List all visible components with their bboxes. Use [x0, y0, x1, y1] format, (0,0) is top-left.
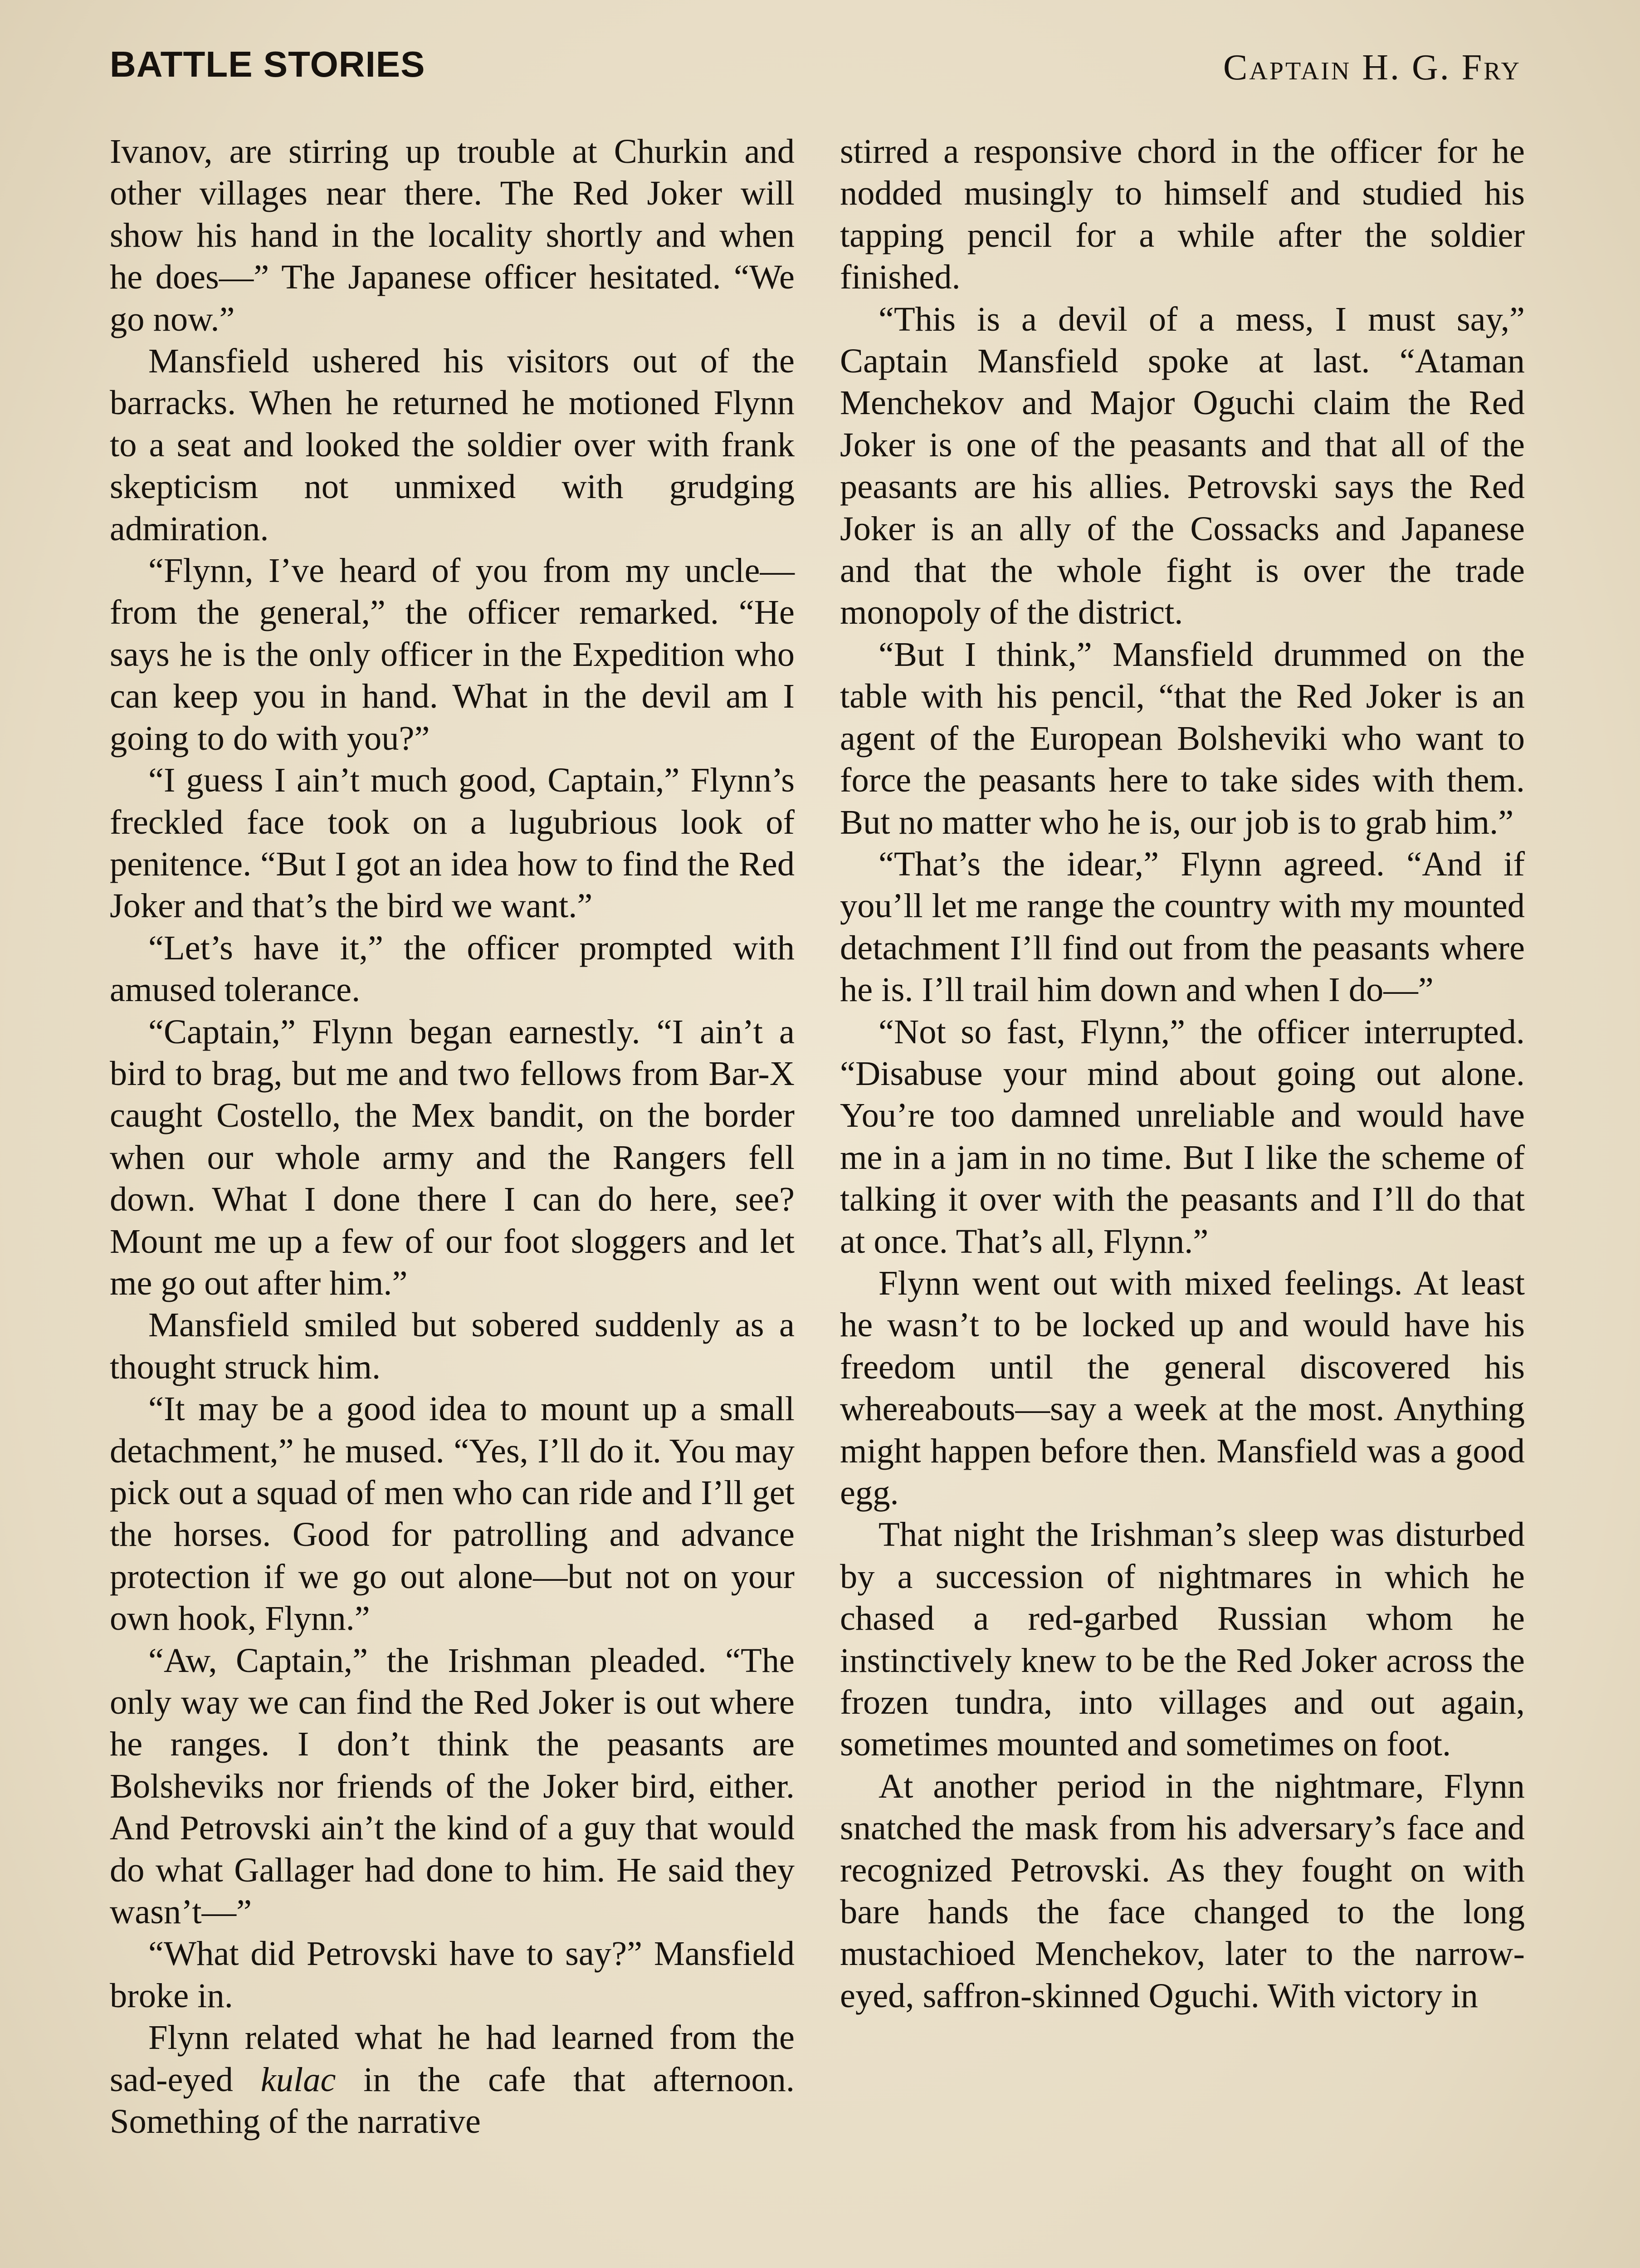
paragraph: “What did Petrovski have to say?” Mansfield broke in.	[110, 1934, 795, 2015]
paragraph: “Aw, Captain,” the Irishman pleaded. “The only way we can find the Red Joker is out where he ranges. I don’t think the peasants are Bolsheviks nor friends of the Joker bird, either. And Petrovski ain’t the kind of a guy that would do what Gallager had done to him. He said they wasn’t—”	[110, 1641, 795, 1931]
paragraph: Flynn went out with mixed feelings. At least he wasn’t to be locked up and would have his freedom until the general discovered his whereabouts—say a week at the most. Anything might happen before then. Mansfield was a good egg.	[840, 1263, 1525, 1512]
paragraph: Mansfield smiled but sobered suddenly as a thought struck him.	[110, 1305, 795, 1386]
paragraph: Flynn related what he had learned from the sad-eyed kulac in the cafe that afternoon. Something of the narrative	[110, 2018, 795, 2141]
paragraph: stirred a responsive chord in the officer for he nodded musingly to himself and studied his tapping pencil for a while after the soldier finished.	[840, 132, 1525, 297]
paragraph: Ivanov, are stirring up trouble at Churkin and other villages near there. The Red Joker will show his hand in the locality shortly and when he does—” The Japanese officer hesitated. “We go now.”	[110, 132, 795, 338]
paragraph: “But I think,” Mansfield drummed on the table with his pencil, “that the Red Joker is an agent of the European Bolsheviki who want to force the peasants here to take sides with them. But no matter who he is, our job is to grab him.”	[840, 635, 1525, 841]
paragraph: “Not so fast, Flynn,” the officer interrupted. “Disabuse your mind about going out alone. You’re too damned unreliable and would have me in a jam in no time. But I like the scheme of talking it over with the peasants and I’ll do that at once. That’s all, Flynn.”	[840, 1012, 1525, 1261]
paragraph: At another period in the nightmare, Flynn snatched the mask from his adversary’s face and recognized Petrovski. As they fought on with bare hands the face changed to the long mustachioed Menchekov, later to the narrow-eyed, saffron-skinned Oguchi. With victory in	[840, 1766, 1525, 2015]
paragraph: “Captain,” Flynn began earnestly. “I ain’t a bird to brag, but me and two fellows from Bar-X caught Costello, the Mex bandit, on the border when our whole army and the Rangers fell down. What I done there I can do here, see? Mount me up a few of our foot sloggers and let me go out after him.”	[110, 1012, 795, 1302]
paragraph: That night the Irishman’s sleep was disturbed by a succession of nightmares in which he chased a red-garbed Russian whom he instinctively knew to be the Red Joker across the frozen tundra, into villages and out again, sometimes mounted and sometimes on foot.	[840, 1515, 1525, 1764]
paragraph: Mansfield ushered his visitors out of the barracks. When he returned he motioned Flynn to a seat and looked the soldier over with frank skepticism not unmixed with grudging admiration.	[110, 342, 795, 548]
paragraph: “It may be a good idea to mount up a small detachment,” he mused. “Yes, I’ll do it. You may pick out a squad of men who can ride and I’ll get the horses. Good for patrolling and advance protection if we go out alone—but not on your own hook, Flynn.”	[110, 1389, 795, 1638]
running-head-title: BATTLE STORIES	[110, 44, 425, 84]
paragraph: “This is a devil of a mess, I must say,” Captain Mansfield spoke at last. “Ataman Menchekov and Major Oguchi claim the Red Joker is one of the peasants and that all of the peasants are his allies. Petrovski says the Red Joker is an ally of the Cossacks and Japanese and that the whole fight is over the trade monopoly of the district.	[840, 299, 1525, 632]
running-head-author: Captain H. G. Fry	[1223, 48, 1521, 88]
paragraph: “Let’s have it,” the officer prompted with amused tolerance.	[110, 928, 795, 1009]
paragraph: “That’s the idear,” Flynn agreed. “And if you’ll let me range the country with my mounted detachment I’ll find out from the peasants where he is. I’ll trail him down and when I do—”	[840, 844, 1525, 1009]
paragraph: “I guess I ain’t much good, Captain,” Flynn’s freckled face took on a lugubrious look of penitence. “But I got an idea how to find the Red Joker and that’s the bird we want.”	[110, 761, 795, 925]
right-text-column	[840, 131, 1525, 2017]
left-text-column	[110, 131, 795, 2143]
paragraph: “Flynn, I’ve heard of you from my uncle—from the general,” the officer remarked. “He says he is the only officer in the Expedition who can keep you in hand. What in the devil am I going to do with you?”	[110, 551, 795, 758]
